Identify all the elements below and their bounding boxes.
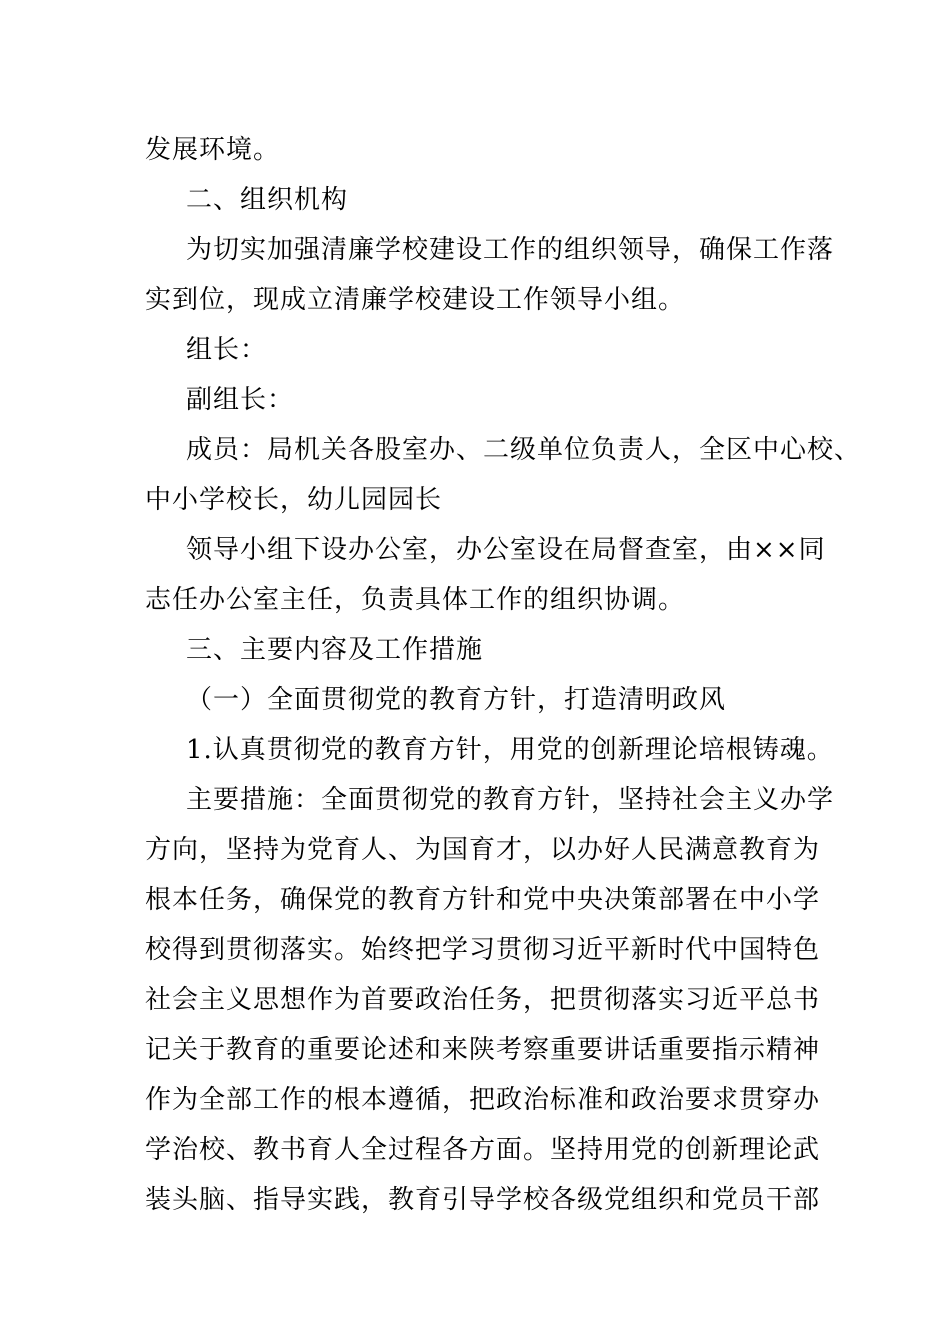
text-line: 志任办公室主任，负责具体工作的组织协调。 bbox=[145, 585, 686, 615]
text-line: 作为全部工作的根本遵循，把政治标准和政治要求贯穿办 bbox=[145, 1085, 821, 1115]
text-line: 副组长： bbox=[186, 385, 295, 415]
text-line: 方向，坚持为党育人、为国育才，以办好人民满意教育为 bbox=[145, 835, 821, 865]
text-line: 记关于教育的重要论述和来陕考察重要讲话重要指示精神 bbox=[145, 1035, 821, 1065]
text-line: 主要措施：全面贯彻党的教育方针，坚持社会主义办学 bbox=[186, 785, 835, 815]
subsection-heading: （一）全面贯彻党的教育方针，打造清明政风 bbox=[186, 685, 727, 715]
text-line: 根本任务，确保党的教育方针和党中央决策部署在中小学 bbox=[145, 885, 821, 915]
text-line: 组长： bbox=[186, 335, 268, 365]
text-line: 社会主义思想作为首要政治任务，把贯彻落实习近平总书 bbox=[145, 985, 821, 1015]
text-line: 中小学校长，幼儿园园长 bbox=[145, 485, 443, 515]
text-line: 装头脑、指导实践，教育引导学校各级党组织和党员干部 bbox=[145, 1185, 821, 1215]
text-line: 学治校、教书育人全过程各方面。坚持用党的创新理论武 bbox=[145, 1135, 821, 1165]
text-line: 发展环境。 bbox=[145, 135, 281, 165]
text-line: 为切实加强清廉学校建设工作的组织领导，确保工作落 bbox=[186, 235, 835, 265]
section-heading: 三、主要内容及工作措施 bbox=[186, 635, 484, 665]
text-line: 校得到贯彻落实。始终把学习贯彻习近平新时代中国特色 bbox=[145, 935, 821, 965]
section-heading: 二、组织机构 bbox=[186, 185, 349, 215]
text-line: 成员：局机关各股室办、二级单位负责人，全区中心校、 bbox=[186, 435, 862, 465]
item-heading: 1.认真贯彻党的教育方针，用党的创新理论培根铸魂。 bbox=[186, 735, 834, 765]
text-line: 领导小组下设办公室，办公室设在局督查室，由××同 bbox=[186, 535, 826, 565]
text-line: 实到位，现成立清廉学校建设工作领导小组。 bbox=[145, 285, 686, 315]
